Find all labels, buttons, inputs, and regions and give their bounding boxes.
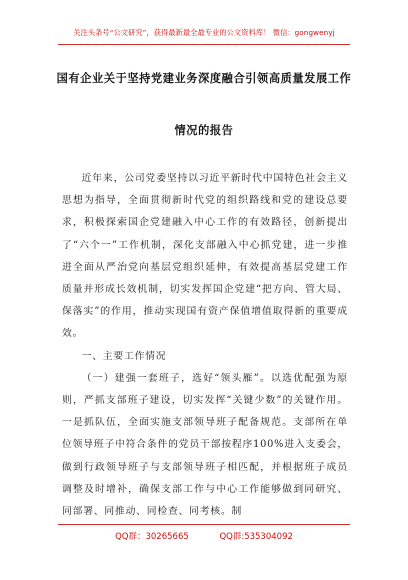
header-rule bbox=[58, 44, 350, 45]
body-paragraph: （一）建强一套班子，选好“领头雁”。以选优配强为原则，严抓支部班子建设，切实发挥“关键少数”的关键作用。一是抓队伍，全面实施支部领导班子配备规范。支部所在单位领导班子中符合条件的党员干部按程序100%进入支委会，做到行政领导班子与支部领导班子相匹配，并根据班子成员调整及时增补，确保支部工作与中心工作能够做到同研究、同部署、同推动、同检查、同考核。制 bbox=[62, 372, 348, 518]
intro-paragraph: 近年来，公司党委坚持以习近平新时代中国特色社会主义思想为指导，全面贯彻新时代党的组织路线和党的建设总要求，积极探索国企党建融入中心工作的有效路径，创新提出了“六个一”工作机制，深化支部融入中心抓党建，进一步推进全面从严治党向基层党组织延伸，有效提高基层党建工作质量并形成长效机制，切实发挥国企党建“把方向、管大局、保落实”的作用，推动实现国有资产保值增值取得新的重要成效。 bbox=[62, 173, 348, 340]
document-title-line1: 国有企业关于坚持党建业务深度融合引领高质量发展工作 bbox=[56, 72, 352, 85]
section-heading: 一、主要工作情况 bbox=[81, 350, 167, 362]
footer-qq-group-2: QQ群:535304092 bbox=[219, 532, 293, 542]
document-body bbox=[62, 168, 348, 523]
header-banner: 关注头条号“公文研究”，获得最新最全最专业的公文资料库！ 微信：gongwenyj bbox=[73, 28, 335, 37]
footer-qq-group-1: QQ群：30265665 bbox=[115, 532, 189, 542]
footer-rule bbox=[58, 524, 350, 525]
footer bbox=[0, 530, 408, 542]
document-title-line2: 情况的报告 bbox=[174, 124, 234, 137]
